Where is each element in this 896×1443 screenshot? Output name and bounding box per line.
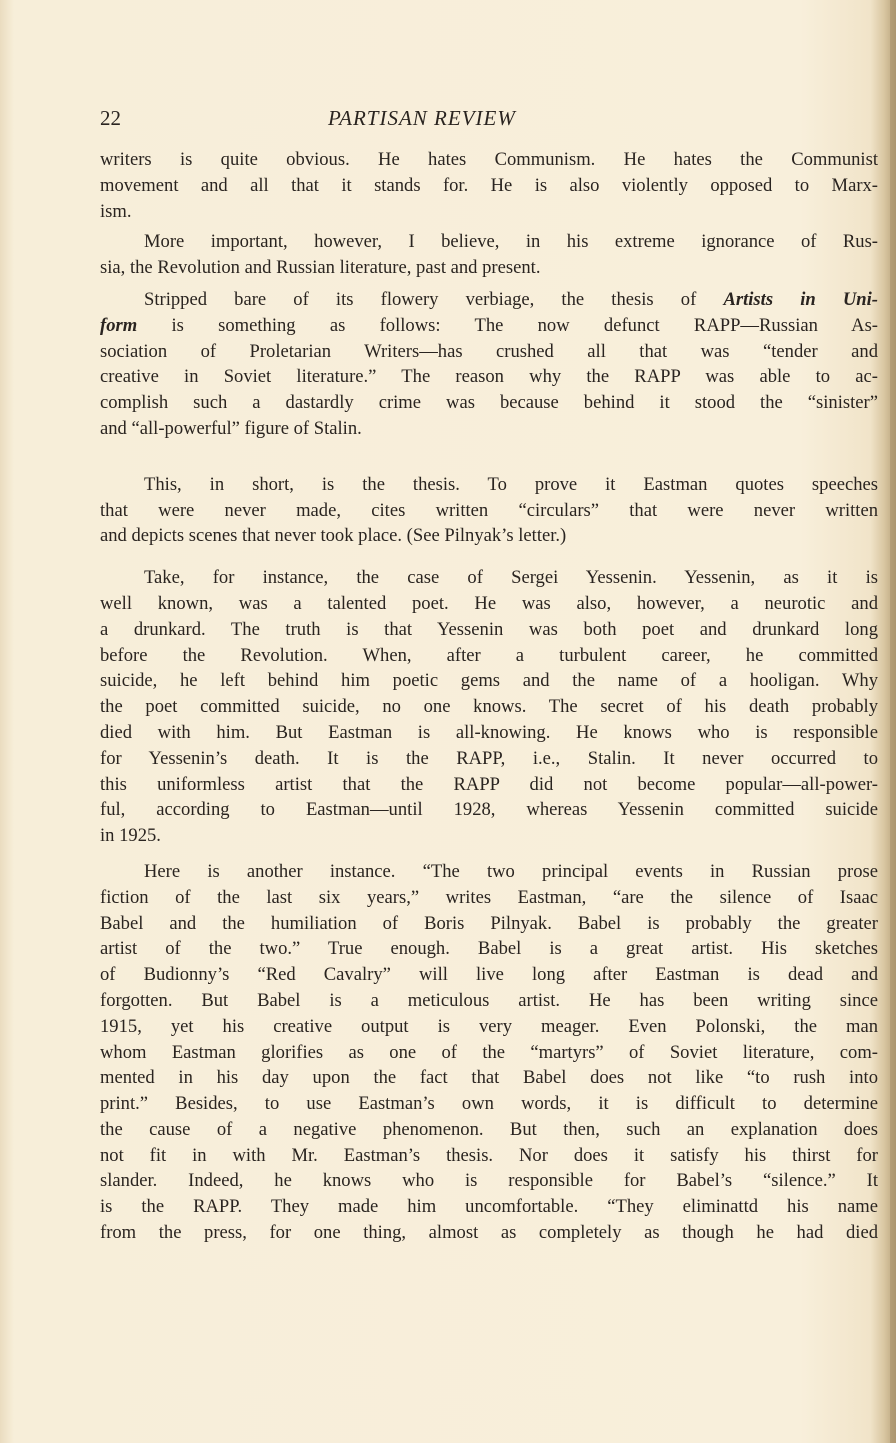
text-line: of Budionny’s “Red Cavalry” will live long after Eastman is dead and xyxy=(100,964,878,986)
text-line: writers is quite obvious. He hates Communism. He hates the Communist xyxy=(100,149,878,170)
page-edge-shadow xyxy=(890,0,896,1443)
text-line: suicide, he left behind him poetic gems and the name of a hooligan. Why xyxy=(100,670,878,692)
text-line: died with him. But Eastman is all-knowing. He knows who is responsible xyxy=(100,721,878,743)
text-line: that were never made, cites written “circulars” that were never written xyxy=(100,499,878,521)
text-segment: is something as follows: The now defunct RAPP—Russian As- xyxy=(171,314,878,336)
text-line: print.” Besides, to use Eastman’s own words, it is difficult to determine xyxy=(100,1093,878,1115)
paragraph xyxy=(100,229,878,281)
paragraph xyxy=(100,287,878,442)
text-line: well known, was a talented poet. He was also, however, a neurotic and xyxy=(100,592,878,614)
paragraph xyxy=(100,472,878,549)
text-line: forgotten. But Babel is a meticulous artist. He has been writing since xyxy=(100,989,878,1011)
text-line: this uniformless artist that the RAPP did not become popular—all-power- xyxy=(100,773,878,795)
text-line: complish such a dastardly crime was because behind it stood the “sinister” xyxy=(100,392,878,414)
text-line: the poet committed suicide, no one knows. The secret of his death probably xyxy=(100,696,878,718)
text-line: mented in his day upon the fact that Babel does not like “to rush into xyxy=(100,1067,878,1089)
text-line: artist of the two.” True enough. Babel is a great artist. His sketches xyxy=(100,938,878,960)
text-line: Here is another instance. “The two principal events in Russian prose xyxy=(144,860,878,882)
text-segment: Stripped bare of its flowery verbiage, the thesis of xyxy=(144,288,697,310)
text-line: fiction of the last six years,” writes Eastman, “are the silence of Isaac xyxy=(100,886,878,908)
text-line: whom Eastman glorifies as one of the “martyrs” of Soviet literature, com- xyxy=(100,1041,878,1063)
body-text xyxy=(100,147,878,1246)
text-line: the cause of a negative phenomenon. But then, such an explanation does xyxy=(100,1118,878,1140)
text-line: creative in Soviet literature.” The reason why the RAPP was able to ac- xyxy=(100,366,878,388)
text-line: movement and all that it stands for. He is also violently opposed to Marx- xyxy=(100,174,878,196)
book-title: form xyxy=(100,314,138,336)
text-line: and “all-powerful” figure of Stalin. xyxy=(100,417,362,439)
page-header xyxy=(100,106,880,138)
text-line: More important, however, I believe, in his extreme ignorance of Rus- xyxy=(144,231,878,253)
text-line xyxy=(100,287,878,313)
text-line: before the Revolution. When, after a turbulent career, he committed xyxy=(100,644,878,666)
text-line: in 1925. xyxy=(100,825,161,847)
text-line: ism. xyxy=(100,200,132,222)
text-line: This, in short, is the thesis. To prove it Eastman quotes speeches xyxy=(144,473,878,495)
text-line: Take, for instance, the case of Sergei Yessenin. Yessenin, as it is xyxy=(144,567,878,589)
text-line: ful, according to Eastman—until 1928, whereas Yessenin committed suicide xyxy=(100,799,878,821)
text-line: a drunkard. The truth is that Yessenin was both poet and drunkard long xyxy=(100,618,878,640)
text-line: sia, the Revolution and Russian literature, past and present. xyxy=(100,257,541,279)
paragraph xyxy=(100,859,878,1246)
paragraph xyxy=(100,147,878,224)
text-line: not fit in with Mr. Eastman’s thesis. Nor does it satisfy his thirst for xyxy=(100,1144,878,1166)
running-title: PARTISAN REVIEW xyxy=(328,106,516,130)
text-line: for Yessenin’s death. It is the RAPP, i.e., Stalin. It never occurred to xyxy=(100,747,878,769)
text-line: 1915, yet his creative output is very meager. Even Polonski, the man xyxy=(100,1015,878,1037)
text-line: sociation of Proletarian Writers—has crushed all that was “tender and xyxy=(100,340,878,362)
text-line xyxy=(100,313,878,339)
text-line: from the press, for one thing, almost as completely as though he had died xyxy=(100,1222,878,1244)
text-line: slander. Indeed, he knows who is responsible for Babel’s “silence.” It xyxy=(100,1170,878,1192)
text-line: and depicts scenes that never took place. (See Pilnyak’s letter.) xyxy=(100,525,567,547)
paragraph xyxy=(100,565,878,849)
page-number: 22 xyxy=(100,106,121,130)
book-title: Artists in Uni- xyxy=(723,288,878,310)
text-line: Babel and the humiliation of Boris Pilnyak. Babel is probably the greater xyxy=(100,912,878,934)
text-line: is the RAPP. They made him uncomfortable. “They eliminattd his name xyxy=(100,1196,878,1218)
